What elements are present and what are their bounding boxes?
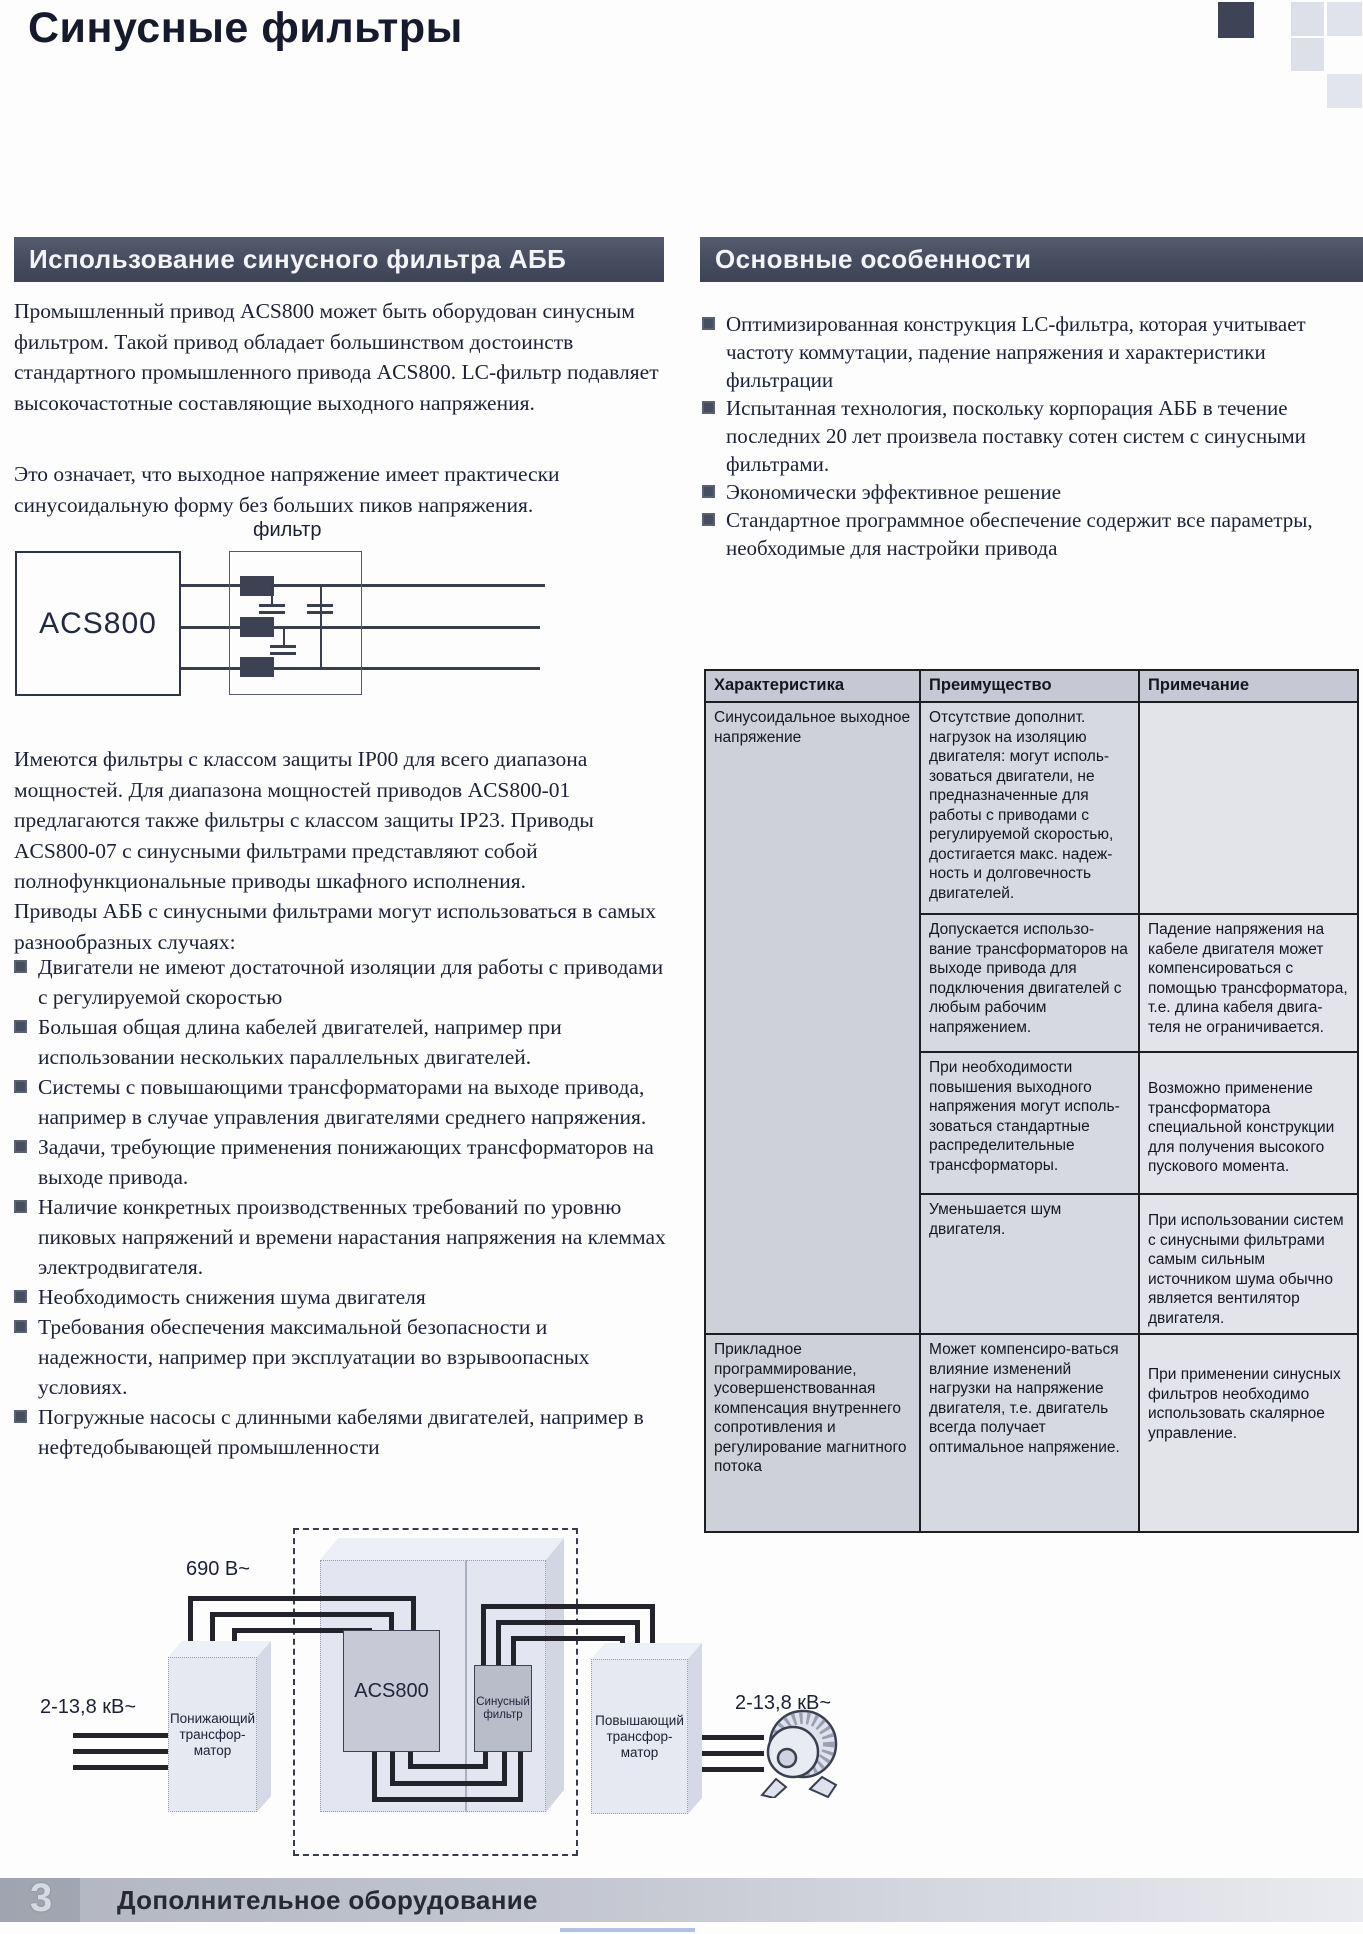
bullet-square-icon — [14, 1080, 27, 1093]
table-row — [705, 1334, 1358, 1532]
cabinet-side-face — [546, 1538, 564, 1812]
list-item-text: Требования обеспечения максимальной безопасности и надежности, например при эксплуатации во взрывоопасных условиях. — [38, 1315, 590, 1399]
step-down-transformer-box — [168, 1657, 257, 1812]
list-item-text: Двигатели не имеют достаточной изоляции для работы с приводами с регулируемой скоростью — [38, 955, 664, 1009]
table-header-benefit: Преимущество — [920, 670, 1139, 702]
bullet-square-icon — [14, 1140, 27, 1153]
list-item — [702, 506, 1362, 562]
list-item — [14, 952, 666, 1012]
list-item-text: Испытанная технология, поскольку корпорация АББ в течение последних 20 лет произвела поставку сотен систем с синусными фильтрами. — [726, 396, 1306, 476]
list-item-text: Оптимизированная конструкция LC-фильтра, которая учитывает частоту коммутации, падение напряжения и характеристики фильтрации — [726, 312, 1306, 392]
list-item-text: Стандартное программное обеспечение содержит все параметры, необходимые для настройки привода — [726, 508, 1313, 560]
bullet-square-icon — [702, 317, 715, 330]
bullet-square-icon — [14, 1320, 27, 1333]
list-item — [14, 1402, 666, 1462]
capacitor-icon — [259, 604, 285, 607]
cable-segment — [481, 1604, 486, 1667]
bullet-square-icon — [14, 1290, 27, 1303]
table-cell-note: При применении синусных фильтров необходимо использовать скалярное управление. — [1139, 1334, 1358, 1532]
cap-lead-wire — [283, 628, 285, 645]
capacitor-icon — [270, 652, 296, 655]
acs800-label: ACS800 — [39, 606, 157, 640]
list-item-text: Большая общая длина кабелей двигателей, например при использовании нескольких параллельных двигателей. — [38, 1015, 562, 1069]
scan-artifact-line — [560, 1928, 695, 1932]
capacitor-icon — [307, 611, 333, 614]
paragraph-intro: Промышленный привод ACS800 может быть оборудован синусным фильтром. Такой привод обладает большинством достоинств стандартного промышленного привода ACS800. LC-фильтр подавляет высокочастотные составляющие выходного напряжения. — [14, 299, 659, 415]
footer-bar — [0, 1878, 1363, 1922]
list-item — [14, 1072, 666, 1132]
section-header-features-label: Основные особенности — [715, 244, 1032, 274]
table-cell-benefit: Отсутствие дополнит. нагрузок на изоляцию двигателя: могут исполь-зоваться двигатели, не предназначенные для работы с приводами с регулируемой скоростью, достигается макс. надеж-ность и долговечность двигателей. — [920, 702, 1139, 914]
list-item — [14, 1012, 666, 1072]
link-voltage-label: 690 В~ — [186, 1558, 250, 1580]
section-header-features — [700, 237, 1363, 282]
list-item — [702, 394, 1362, 478]
table-cell-note: При использовании систем с синусными фильтрами самым сильным источником шума обычно является вентилятор двигателя. — [1139, 1194, 1358, 1334]
paragraph-use-cases-intro: Приводы АББ с синусными фильтрами могут использоваться в самых разнообразных случаях: — [14, 899, 656, 954]
section-header-usage-label: Использование синусного фильтра АББ — [29, 244, 567, 274]
bullet-square-icon — [14, 1020, 27, 1033]
output-voltage-label: 2-13,8 кВ~ — [735, 1692, 832, 1714]
cap-lead-wire — [271, 586, 273, 604]
step-up-transformer-box — [591, 1659, 688, 1814]
list-item-text: Экономически эффективное решение — [726, 480, 1062, 504]
cable-segment — [73, 1733, 168, 1738]
table-cell-note — [1139, 702, 1358, 914]
cable-segment — [372, 1797, 523, 1802]
input-voltage-label: 2-13,8 кВ~ — [40, 1696, 137, 1718]
logo-square-light — [1327, 2, 1362, 36]
section-header-usage — [14, 237, 664, 282]
table-row — [705, 702, 1358, 914]
logo-square-light — [1291, 2, 1324, 36]
logo-square-dark — [1218, 2, 1254, 38]
motor-icon — [750, 1703, 845, 1798]
bullet-square-icon — [14, 1200, 27, 1213]
logo-square-light — [1327, 74, 1362, 108]
step-up-transformer-label: Повышающий трансфор-матор — [595, 1712, 684, 1760]
page-title: Синусные фильтры — [28, 4, 463, 52]
list-item — [14, 1132, 666, 1192]
table-header-characteristic: Характеристика — [705, 670, 920, 702]
step-down-transformer-label: Понижающий трансфор-матор — [169, 1710, 256, 1758]
cable-segment — [511, 1636, 625, 1641]
step-up-top-face — [591, 1643, 702, 1659]
table-cell-benefit: Допускается использо-вание трансформаторов на выходе привода для подключения двигателей с любым рабочим напряжением. — [920, 914, 1139, 1052]
list-item-text: Погружные насосы с длинными кабелями двигателей, например в нефтедобывающей промышленности — [38, 1405, 644, 1459]
logo-square-light — [1291, 38, 1324, 71]
list-item — [14, 1282, 666, 1312]
bullet-square-icon — [702, 513, 715, 526]
acs800-box — [15, 551, 181, 696]
features-table — [704, 669, 1359, 1533]
list-item-text: Наличие конкретных производственных требований по уровню пиковых напряжений и времени нарастания напряжения на клеммах электродвигателя. — [38, 1195, 666, 1279]
step-down-side-face — [257, 1641, 271, 1812]
sine-filter-label: Синусный фильтр — [476, 1695, 530, 1721]
bullet-square-icon — [14, 960, 27, 973]
table-header-note: Примечание — [1139, 670, 1358, 702]
table-cell-characteristic: Синусоидальное выходное напряжение — [705, 702, 920, 1334]
table-cell-benefit: При необходимости повышения выходного напряжения могут исполь-зоваться стандартные распределительные трансформаторы. — [920, 1052, 1139, 1194]
page-number: 3 — [30, 1876, 53, 1920]
list-item — [14, 1192, 666, 1282]
cable-segment — [496, 1620, 640, 1625]
table-cell-benefit: Уменьшается шум двигателя. — [920, 1194, 1139, 1334]
list-item-text: Необходимость снижения шума двигателя — [38, 1285, 426, 1309]
sine-filter-box — [474, 1665, 532, 1752]
table-cell-note: Возможно применение трансформатора специальной конструкции для получения высокого пускового момента. — [1139, 1052, 1358, 1194]
paragraph-ip-classes: Имеются фильтры с классом защиты IP00 для всего диапазона мощностей. Для диапазона мощностей приводов ACS800-01 предлагаются также фильтры с классом защиты IP23. Приводы ACS800-07 с синусными фильтрами представляют собой полнофункциональные приводы шкафного исполнения. — [14, 747, 594, 893]
cabinet-top-face — [320, 1538, 564, 1560]
cable-segment — [408, 1764, 488, 1769]
list-item — [702, 310, 1362, 394]
filter-bus-wire — [320, 585, 322, 669]
cable-segment — [502, 1750, 507, 1786]
footer-section-label: Дополнительное оборудование — [117, 1885, 538, 1915]
cable-segment — [481, 1604, 655, 1609]
step-up-side-face — [688, 1643, 702, 1814]
inductor-icon — [240, 657, 274, 677]
capacitor-icon — [307, 604, 333, 607]
inductor-icon — [240, 617, 274, 637]
list-item — [702, 478, 1362, 506]
bullet-square-icon — [702, 485, 715, 498]
cable-segment — [210, 1612, 394, 1617]
cable-segment — [411, 1596, 416, 1634]
table-cell-benefit: Может компенсиро-ваться влияние изменений нагрузки на напряжение двигателя, т.е. двигатель всегда получает оптимальное напряжение. — [920, 1334, 1139, 1532]
cable-segment — [483, 1750, 488, 1769]
features-list — [702, 310, 1362, 562]
cable-segment — [73, 1765, 168, 1770]
cable-segment — [390, 1781, 507, 1786]
filter-label: фильтр — [253, 519, 322, 541]
cable-segment — [496, 1620, 501, 1667]
use-cases-list — [14, 952, 666, 1462]
acs800-drive-box — [343, 1630, 440, 1752]
bullet-square-icon — [702, 401, 715, 414]
cable-segment — [73, 1749, 168, 1754]
list-item-text: Задачи, требующие применения понижающих трансформаторов на выходе привода. — [38, 1135, 654, 1189]
capacitor-icon — [270, 645, 296, 648]
table-header-row — [705, 670, 1358, 702]
acs800-drive-label: ACS800 — [354, 1679, 429, 1702]
table-cell-characteristic: Прикладное программирование, усовершенствованная компенсация внутреннего сопротивления и регулирование магнитного потока — [705, 1334, 920, 1532]
step-down-top-face — [168, 1641, 271, 1657]
cable-segment — [188, 1596, 416, 1601]
cabinet-divider-line — [465, 1560, 467, 1812]
paragraph-sine-shape: Это означает, что выходное напряжение имеет практически синусоидальную форму без больших пиков напряжения. — [14, 462, 560, 517]
table-cell-note: Падение напряжения на кабеле двигателя может компенсироваться с помощью трансформатора, т.е. длина кабеля двига-теля не ограничивается. — [1139, 914, 1358, 1052]
cable-segment — [372, 1750, 377, 1802]
cable-segment — [518, 1750, 523, 1802]
list-item-text: Системы с повышающими трансформаторами на выходе привода, например в случае управления двигателями среднего напряжения. — [38, 1075, 647, 1129]
bullet-square-icon — [14, 1410, 27, 1423]
list-item — [14, 1312, 666, 1402]
inductor-icon — [240, 576, 274, 596]
capacitor-icon — [259, 611, 285, 614]
